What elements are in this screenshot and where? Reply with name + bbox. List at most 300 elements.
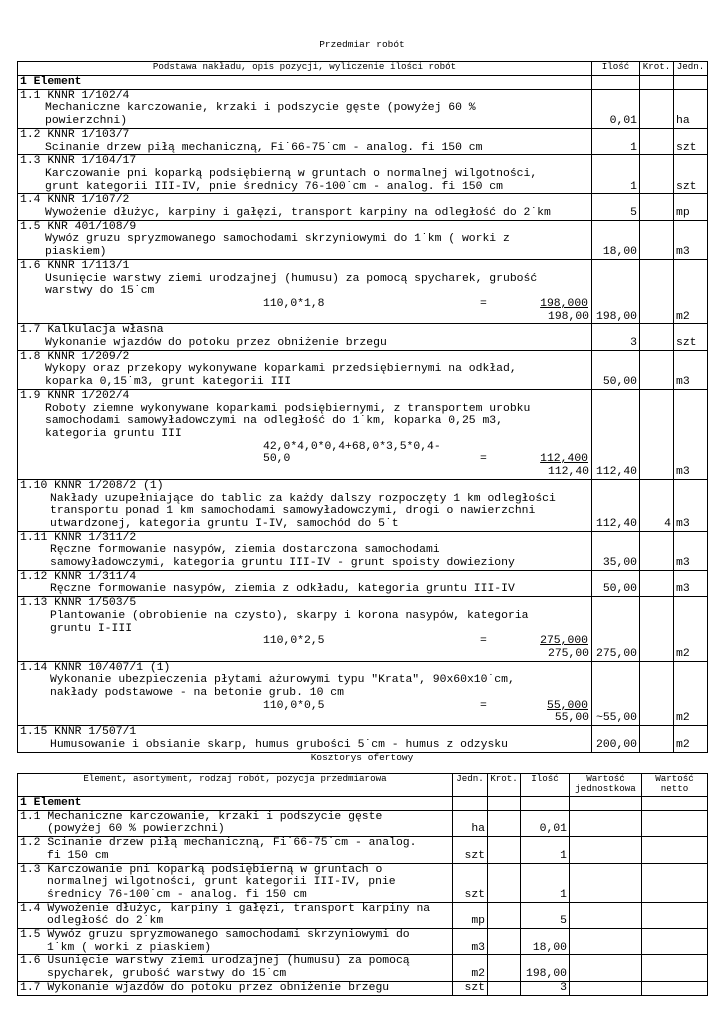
- position-description: koparka 0,15˙m3, grunt kategorii III: [18, 376, 592, 389]
- position-code: 1.13 KNNR 1/503/5: [18, 597, 592, 610]
- item-description: normalnej wilgotności, grunt kategorii III-IV, pnie: [18, 876, 453, 889]
- przedmiar-item-row: [18, 311, 708, 324]
- unit-cell: [674, 479, 708, 492]
- position-code: 1.15 KNNR 1/507/1: [18, 726, 592, 739]
- position-description: Karczowanie pni koparką podsiębierną w gruntach o normalnej wilgotności,: [18, 168, 592, 181]
- przedmiar-item-row: [18, 674, 708, 687]
- multiplier-cell: [488, 981, 521, 995]
- kosztorys-title: Kosztorys ofertowy: [310, 752, 414, 763]
- unit-cell: [674, 298, 708, 311]
- przedmiar-table: [17, 61, 708, 753]
- przedmiar-item-row: [18, 466, 708, 479]
- kosztorys-item-row: [18, 968, 708, 981]
- calc-equals: =: [480, 297, 487, 310]
- multiplier-cell: [640, 687, 674, 700]
- quantity-cell: 200,00: [592, 739, 640, 752]
- group-empty-cell: [570, 797, 642, 811]
- unit-price-cell: [570, 837, 642, 850]
- quantity-cell: 0,01: [521, 823, 570, 836]
- przedmiar-item-row: [18, 115, 708, 128]
- net-value-cell: [642, 850, 708, 863]
- quantity-cell: [592, 194, 640, 207]
- przedmiar-item-row: [18, 557, 708, 570]
- quantity-cell: [592, 89, 640, 102]
- unit-cell: [674, 493, 708, 506]
- net-value-cell: [642, 968, 708, 981]
- multiplier-cell: [640, 102, 674, 115]
- unit-cell: [674, 635, 708, 648]
- net-value-cell: [642, 837, 708, 850]
- net-value-cell: [642, 863, 708, 876]
- multiplier-cell: [640, 389, 674, 402]
- unit-cell: szt: [453, 981, 488, 995]
- unit-cell: [674, 285, 708, 298]
- position-description: Usunięcie warstwy ziemi urodzajnej (humusu) za pomocą spycharek, grubość: [18, 273, 592, 286]
- unit-cell: szt: [674, 181, 708, 194]
- quantity-cell: [521, 876, 570, 889]
- net-value-cell: [642, 955, 708, 968]
- przedmiar-item-row: [18, 648, 708, 661]
- przedmiar-item-row: [18, 102, 708, 115]
- multiplier-cell: [640, 89, 674, 102]
- przedmiar-item-row: [18, 661, 708, 674]
- kosztorys-item-row: [18, 850, 708, 863]
- quantity-cell: 35,00: [592, 557, 640, 570]
- unit-price-cell: [570, 876, 642, 889]
- multiplier-cell: [640, 635, 674, 648]
- przedmiar-item-row: [18, 415, 708, 428]
- unit-cell: [674, 610, 708, 623]
- unit-cell: [453, 876, 488, 889]
- unit-cell: m2: [674, 311, 708, 324]
- unit-cell: [674, 273, 708, 286]
- unit-cell: [674, 324, 708, 337]
- position-code: 1.6 KNNR 1/113/1: [18, 259, 592, 272]
- multiplier-cell: [640, 739, 674, 752]
- multiplier-cell: [640, 142, 674, 155]
- przedmiar-item-row: [18, 363, 708, 376]
- quantity-cell: [592, 168, 640, 181]
- quantity-cell: [592, 544, 640, 557]
- unit-price-cell: [570, 955, 642, 968]
- multiplier-cell: [488, 876, 521, 889]
- przedmiar-item-row: [18, 570, 708, 583]
- quantity-cell: [592, 363, 640, 376]
- unit-cell: [674, 623, 708, 636]
- przedmiar-item-row: [18, 505, 708, 518]
- position-code: 1.11 KNNR 1/311/2: [18, 531, 592, 544]
- przedmiar-item-row: [18, 635, 708, 648]
- unit-cell: [674, 453, 708, 466]
- net-value-cell: [642, 942, 708, 955]
- unit-cell: szt: [674, 337, 708, 350]
- position-description: warstwy do 15˙cm: [18, 285, 592, 298]
- multiplier-cell: [640, 207, 674, 220]
- calc-value: 112,400: [540, 453, 588, 466]
- quantity-cell: 18,00: [521, 942, 570, 955]
- position-description: Ręczne formowanie nasypów, ziemia dostarczona samochodami: [18, 544, 592, 557]
- calculation-line: [18, 453, 592, 466]
- kosztorys-item-row: [18, 810, 708, 823]
- unit-cell: m2: [453, 968, 488, 981]
- unit-price-cell: [570, 929, 642, 942]
- kosztorys-header-cell: Element, asortyment, rodzaj robót, pozycja przedmiarowa: [18, 774, 453, 797]
- unit-cell: [453, 929, 488, 942]
- position-code: 1.9 KNNR 1/202/4: [18, 389, 592, 402]
- multiplier-cell: [488, 823, 521, 836]
- position-description: grunt kategorii III-IV, pnie średnicy 76-100˙cm - analog. fi 150 cm: [18, 181, 592, 194]
- position-code: 1.14 KNNR 10/407/1 (1): [18, 661, 592, 674]
- unit-cell: m3: [453, 942, 488, 955]
- unit-cell: [453, 863, 488, 876]
- unit-price-cell: [570, 981, 642, 995]
- calc-value: 55,000: [546, 699, 588, 712]
- quantity-cell: [592, 453, 640, 466]
- multiplier-cell: [640, 570, 674, 583]
- item-description: 1.6 Usunięcie warstwy ziemi urodzajnej (humusu) za pomocą: [18, 955, 453, 968]
- unit-cell: [674, 350, 708, 363]
- multiplier-cell: [640, 128, 674, 141]
- unit-price-cell: [570, 850, 642, 863]
- quantity-cell: [592, 570, 640, 583]
- multiplier-cell: [640, 273, 674, 286]
- multiplier-cell: [640, 648, 674, 661]
- position-description: Wywóz gruzu spryzmowanego samochodami skrzyniowymi do 1˙km ( worki z: [18, 233, 592, 246]
- przedmiar-header-cell: Jedn.: [674, 62, 708, 76]
- multiplier-cell: [640, 453, 674, 466]
- position-description: gruntu I-III: [18, 623, 592, 636]
- multiplier-cell: [640, 726, 674, 739]
- multiplier-cell: [640, 623, 674, 636]
- calculation-sum: 198,00: [18, 311, 592, 324]
- position-description: Roboty ziemne wykonywane koparkami podsiębiernymi, z transportem urobku: [18, 403, 592, 416]
- quantity-cell: 18,00: [592, 246, 640, 259]
- przedmiar-item-row: [18, 298, 708, 311]
- unit-cell: [674, 700, 708, 713]
- unit-cell: [674, 674, 708, 687]
- przedmiar-header-row: [18, 62, 708, 76]
- unit-price-cell: [570, 902, 642, 915]
- unit-cell: m2: [674, 648, 708, 661]
- kosztorys-header-cell: Krot.: [488, 774, 521, 797]
- przedmiar-item-row: [18, 479, 708, 492]
- position-description: Nakłady uzupełniające do tablic za każdy dalszy rozpoczęty 1 km odległości: [18, 493, 592, 506]
- net-value-cell: [642, 902, 708, 915]
- calc-equals: =: [480, 635, 487, 648]
- item-description: 1.2 Ścinanie drzew piłą mechaniczną, Fi˙66-75˙cm - analog.: [18, 837, 453, 850]
- item-description: spycharek, grubość warstwy do 15˙cm: [18, 968, 453, 981]
- item-description: średnicy 76-100˙cm - analog. fi 150 cm: [18, 889, 453, 902]
- group-empty-cell: [521, 797, 570, 811]
- position-description: samochodami samowyładowczymi na odległość do 1˙km, koparka 0,25 m3,: [18, 415, 592, 428]
- quantity-cell: 1: [521, 889, 570, 902]
- calculation-sum: 112,40: [18, 466, 592, 479]
- multiplier-cell: [640, 298, 674, 311]
- multiplier-cell: [640, 155, 674, 168]
- unit-cell: m2: [674, 739, 708, 752]
- position-code: 1.4 KNNR 1/107/2: [18, 194, 592, 207]
- quantity-cell: [592, 635, 640, 648]
- przedmiar-item-row: [18, 623, 708, 636]
- unit-cell: [674, 531, 708, 544]
- unit-cell: [674, 403, 708, 416]
- kosztorys-item-row: [18, 889, 708, 902]
- unit-cell: [674, 259, 708, 272]
- unit-cell: [674, 168, 708, 181]
- quantity-cell: [592, 597, 640, 610]
- przedmiar-item-row: [18, 194, 708, 207]
- multiplier-cell: [640, 610, 674, 623]
- net-value-cell: [642, 915, 708, 928]
- przedmiar-item-row: [18, 389, 708, 402]
- multiplier-cell: [640, 557, 674, 570]
- quantity-cell: [521, 902, 570, 915]
- przedmiar-item-row: [18, 610, 708, 623]
- position-description: powierzchni): [18, 115, 592, 128]
- unit-cell: [674, 726, 708, 739]
- multiplier-cell: [640, 324, 674, 337]
- multiplier-cell: [640, 285, 674, 298]
- item-description: (powyżej 60 % powierzchni): [18, 823, 453, 836]
- quantity-cell: 1: [592, 181, 640, 194]
- przedmiar-item-row: [18, 142, 708, 155]
- quantity-cell: [592, 505, 640, 518]
- przedmiar-item-row: [18, 246, 708, 259]
- przedmiar-item-row: [18, 155, 708, 168]
- unit-price-cell: [570, 863, 642, 876]
- quantity-cell: 198,00: [521, 968, 570, 981]
- unit-cell: [453, 837, 488, 850]
- unit-cell: ha: [453, 823, 488, 836]
- przedmiar-header-cell: Podstawa nakładu, opis pozycji, wyliczenie ilości robót: [18, 62, 592, 76]
- group-empty-cell: [674, 76, 708, 90]
- przedmiar-item-row: [18, 531, 708, 544]
- quantity-cell: 3: [521, 981, 570, 995]
- unit-cell: [674, 89, 708, 102]
- unit-cell: szt: [453, 850, 488, 863]
- position-description: utwardzonej, kategoria gruntu I-IV, samochód do 5˙t: [18, 518, 592, 531]
- unit-cell: m3: [674, 518, 708, 531]
- group-empty-cell: [642, 797, 708, 811]
- kosztorys-item-row: [18, 981, 708, 995]
- unit-cell: [674, 428, 708, 441]
- kosztorys-item-row: [18, 876, 708, 889]
- quantity-cell: 112,40: [592, 518, 640, 531]
- przedmiar-item-row: [18, 128, 708, 141]
- quantity-cell: [521, 837, 570, 850]
- position-description: Wykonanie wjazdów do potoku przez obniżenie brzegu: [18, 337, 592, 350]
- group-label: 1 Element: [18, 76, 592, 90]
- quantity-cell: [592, 233, 640, 246]
- quantity-cell: [592, 531, 640, 544]
- group-empty-cell: [640, 76, 674, 90]
- calc-value: 275,000: [540, 635, 588, 648]
- multiplier-cell: [640, 712, 674, 725]
- quantity-cell: [592, 350, 640, 363]
- net-value-cell: [642, 823, 708, 836]
- quantity-cell: 112,40: [592, 466, 640, 479]
- group-empty-cell: [453, 797, 488, 811]
- unit-cell: [674, 415, 708, 428]
- unit-cell: ha: [674, 115, 708, 128]
- position-description: Mechaniczne karczowanie, krzaki i podszycie gęste (powyżej 60 %: [18, 102, 592, 115]
- quantity-cell: 3: [592, 337, 640, 350]
- multiplier-cell: [488, 889, 521, 902]
- quantity-cell: 1: [521, 850, 570, 863]
- quantity-cell: 198,00: [592, 311, 640, 324]
- przedmiar-item-row: [18, 233, 708, 246]
- przedmiar-title: Przedmiar robót: [319, 39, 405, 50]
- multiplier-cell: [488, 968, 521, 981]
- position-description: Wykopy oraz przekopy wykonywane koparkami przedsiębiernymi na odkład,: [18, 363, 592, 376]
- quantity-cell: [592, 687, 640, 700]
- unit-cell: [674, 220, 708, 233]
- position-code: 1.3 KNNR 1/104/17: [18, 155, 592, 168]
- przedmiar-item-row: [18, 428, 708, 441]
- unit-cell: [674, 363, 708, 376]
- przedmiar-item-row: [18, 89, 708, 102]
- multiplier-cell: [640, 363, 674, 376]
- multiplier-cell: [640, 531, 674, 544]
- przedmiar-item-row: [18, 220, 708, 233]
- kosztorys-table: [17, 773, 708, 996]
- multiplier-cell: [640, 403, 674, 416]
- multiplier-cell: [640, 415, 674, 428]
- net-value-cell: [642, 810, 708, 823]
- kosztorys-item-row: [18, 863, 708, 876]
- przedmiar-item-row: [18, 207, 708, 220]
- item-description: 1˙km ( worki z piaskiem): [18, 942, 453, 955]
- quantity-cell: [592, 623, 640, 636]
- unit-price-cell: [570, 942, 642, 955]
- multiplier-cell: [640, 700, 674, 713]
- quantity-cell: [592, 403, 640, 416]
- przedmiar-header-cell: Ilość: [592, 62, 640, 76]
- quantity-cell: [592, 415, 640, 428]
- multiplier-cell: [640, 505, 674, 518]
- kosztorys-group-row: [18, 797, 708, 811]
- position-description: piaskiem): [18, 246, 592, 259]
- unit-cell: m3: [674, 583, 708, 596]
- net-value-cell: [642, 981, 708, 995]
- kosztorys-header-cell: Ilość: [521, 774, 570, 797]
- quantity-cell: [592, 610, 640, 623]
- position-code: 1.1 KNNR 1/102/4: [18, 89, 592, 102]
- quantity-cell: [592, 102, 640, 115]
- multiplier-cell: [640, 493, 674, 506]
- kosztorys-header-row: [18, 774, 708, 797]
- quantity-cell: 275,00: [592, 648, 640, 661]
- multiplier-cell: [488, 850, 521, 863]
- przedmiar-item-row: [18, 453, 708, 466]
- quantity-cell: ~55,00: [592, 712, 640, 725]
- calc-expression: 42,0*4,0*0,4+68,0*3,5*0,4-: [263, 440, 441, 453]
- multiplier-cell: [640, 246, 674, 259]
- quantity-cell: [592, 259, 640, 272]
- unit-cell: [453, 955, 488, 968]
- przedmiar-item-row: [18, 739, 708, 752]
- multiplier-cell: [640, 115, 674, 128]
- multiplier-cell: [640, 544, 674, 557]
- position-code: 1.5 KNR 401/108/9: [18, 220, 592, 233]
- position-description: Wywożenie dłużyc, karpiny i gałęzi, transport karpiny na odległość do 2˙km: [18, 207, 592, 220]
- unit-cell: [674, 389, 708, 402]
- przedmiar-item-row: [18, 376, 708, 389]
- unit-cell: m3: [674, 557, 708, 570]
- item-description: 1.4 Wywożenie dłużyc, karpiny i gałęzi, transport karpiny na: [18, 902, 453, 915]
- quantity-cell: 0,01: [592, 115, 640, 128]
- quantity-cell: [592, 389, 640, 402]
- przedmiar-item-row: [18, 285, 708, 298]
- position-code: 1.10 KNNR 1/208/2 (1): [18, 479, 592, 492]
- przedmiar-item-row: [18, 403, 708, 416]
- quantity-cell: [592, 220, 640, 233]
- item-description: 1.7 Wykonanie wjazdów do potoku przez obniżenie brzegu: [18, 981, 453, 995]
- multiplier-cell: [488, 863, 521, 876]
- quantity-cell: [521, 810, 570, 823]
- przedmiar-item-row: [18, 700, 708, 713]
- unit-cell: [674, 544, 708, 557]
- position-description: kategoria gruntu III: [18, 428, 592, 441]
- quantity-cell: [592, 661, 640, 674]
- kosztorys-item-row: [18, 942, 708, 955]
- unit-price-cell: [570, 823, 642, 836]
- group-label: 1 Element: [18, 797, 453, 811]
- item-description: 1.1 Mechaniczne karczowanie, krzaki i podszycie gęste: [18, 810, 453, 823]
- quantity-cell: [592, 479, 640, 492]
- item-description: fi 150 cm: [18, 850, 453, 863]
- position-code: 1.8 KNNR 1/209/2: [18, 350, 592, 363]
- quantity-cell: [521, 929, 570, 942]
- kosztorys-header-cell: Wartość jednostkowa: [570, 774, 642, 797]
- quantity-cell: 50,00: [592, 583, 640, 596]
- kosztorys-item-row: [18, 915, 708, 928]
- quantity-cell: 5: [521, 915, 570, 928]
- multiplier-cell: [488, 810, 521, 823]
- multiplier-cell: [640, 350, 674, 363]
- quantity-cell: [592, 726, 640, 739]
- unit-cell: [674, 102, 708, 115]
- calc-expression: 50,0: [263, 453, 291, 466]
- przedmiar-item-row: [18, 726, 708, 739]
- przedmiar-item-row: [18, 350, 708, 363]
- quantity-cell: 50,00: [592, 376, 640, 389]
- position-description: samowyładowczymi, kategoria gruntu III-IV - grunt spoisty dowieziony: [18, 557, 592, 570]
- group-empty-cell: [488, 797, 521, 811]
- calculation-line: [18, 441, 592, 454]
- quantity-cell: [592, 155, 640, 168]
- przedmiar-item-row: [18, 712, 708, 725]
- unit-cell: m2: [674, 712, 708, 725]
- calculation-sum: 275,00: [18, 648, 592, 661]
- calc-expression: 110,0*2,5: [263, 635, 325, 648]
- multiplier-cell: [488, 902, 521, 915]
- unit-cell: [674, 155, 708, 168]
- calc-equals: =: [480, 699, 487, 712]
- item-description: 1.5 Wywóz gruzu spryzmowanego samochodami skrzyniowymi do: [18, 929, 453, 942]
- quantity-cell: [592, 273, 640, 286]
- przedmiar-item-row: [18, 273, 708, 286]
- quantity-cell: [521, 863, 570, 876]
- position-description: Wykonanie ubezpieczenia płytami ażurowymi typu "Krata", 90x60x10˙cm,: [18, 674, 592, 687]
- multiplier-cell: [640, 168, 674, 181]
- unit-cell: [674, 194, 708, 207]
- przedmiar-item-row: [18, 181, 708, 194]
- multiplier-cell: [488, 915, 521, 928]
- przedmiar-item-row: [18, 441, 708, 454]
- multiplier-cell: [640, 428, 674, 441]
- quantity-cell: [592, 298, 640, 311]
